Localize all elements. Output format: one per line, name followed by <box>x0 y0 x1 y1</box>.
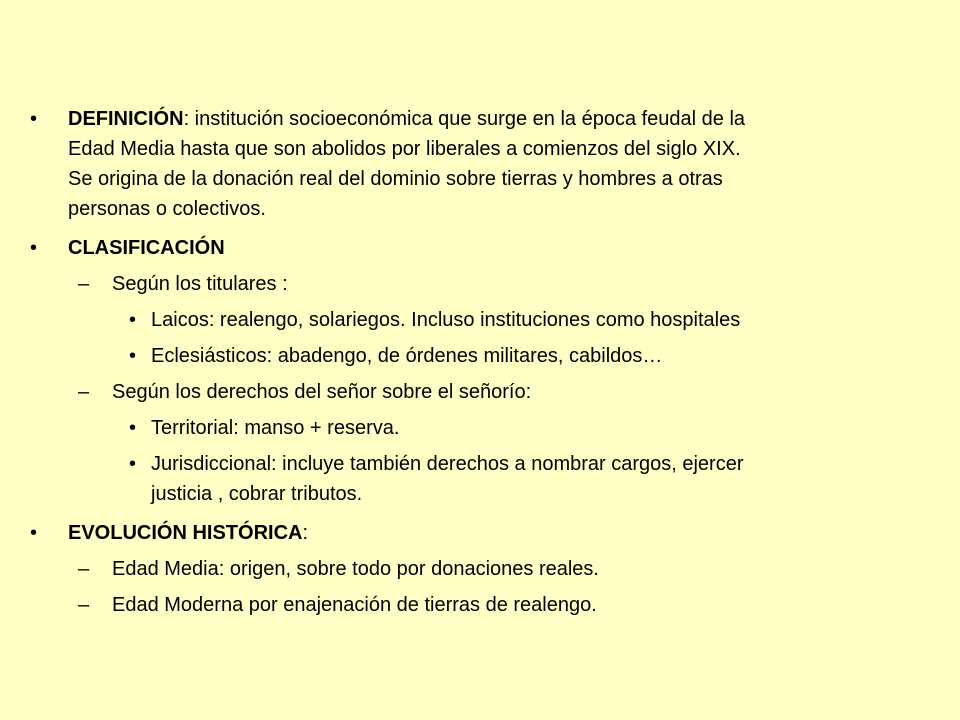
definicion-line-1-rest: : institución socioeconómica que surge en la época feudal de la <box>183 108 746 130</box>
definicion-line-2: Edad Media hasta que son abolidos por liberales a comienzos del siglo XIX. <box>68 138 741 160</box>
subitem-text: Según los derechos del señor sobre el señorío: <box>112 381 532 403</box>
subsubitem-text <box>151 449 910 509</box>
bullet: • <box>30 237 38 259</box>
subitem-edad-media <box>30 554 910 584</box>
bullet: • <box>129 417 137 439</box>
item-evolucion <box>30 518 910 548</box>
item-clasificacion <box>30 233 910 263</box>
dash: – <box>78 273 90 295</box>
jurisdiccional-line-2: justicia , cobrar tributos. <box>151 483 363 505</box>
subitem-segun-derechos <box>30 377 910 407</box>
subsubitem-jurisdiccional <box>30 449 910 509</box>
definicion-line-1 <box>68 104 910 134</box>
slide-content <box>30 104 910 620</box>
bullet: • <box>30 108 38 130</box>
definicion-line-4: personas o colectivos. <box>68 198 266 220</box>
definicion-line-3: Se origina de la donación real del dominio sobre tierras y hombres a otras <box>68 168 723 190</box>
subsubitem-text: Eclesiásticos: abadengo, de órdenes militares, cabildos… <box>151 345 663 367</box>
subsubitem-territorial <box>30 413 910 443</box>
subitem-text: Según los titulares : <box>112 273 288 295</box>
subitem-segun-titulares <box>30 269 910 299</box>
item-definicion <box>30 104 910 224</box>
bullet: • <box>129 309 137 331</box>
evolucion-term: EVOLUCIÓN HISTÓRICA <box>68 522 303 544</box>
subsubitem-text: Territorial: manso + reserva. <box>151 417 400 439</box>
dash: – <box>78 381 90 403</box>
clasificacion-term: CLASIFICACIÓN <box>68 237 225 259</box>
subsubitem-laicos <box>30 305 910 335</box>
definicion-text <box>68 104 910 224</box>
dash: – <box>78 594 90 616</box>
evolucion-text <box>68 518 910 548</box>
bullet: • <box>129 345 137 367</box>
subsubitem-text: Laicos: realengo, solariegos. Incluso instituciones como hospitales <box>151 309 741 331</box>
bullet: • <box>129 453 137 475</box>
jurisdiccional-line-1: Jurisdiccional: incluye también derechos a nombrar cargos, ejercer <box>151 453 744 475</box>
subitem-text: Edad Media: origen, sobre todo por donaciones reales. <box>112 558 599 580</box>
bullet: • <box>30 522 38 544</box>
subitem-text: Edad Moderna por enajenación de tierras de realengo. <box>112 594 597 616</box>
subsubitem-eclesiasticos <box>30 341 910 371</box>
definicion-term: DEFINICIÓN <box>68 108 184 130</box>
evolucion-colon: : <box>302 522 309 544</box>
dash: – <box>78 558 90 580</box>
subitem-edad-moderna <box>30 590 910 620</box>
